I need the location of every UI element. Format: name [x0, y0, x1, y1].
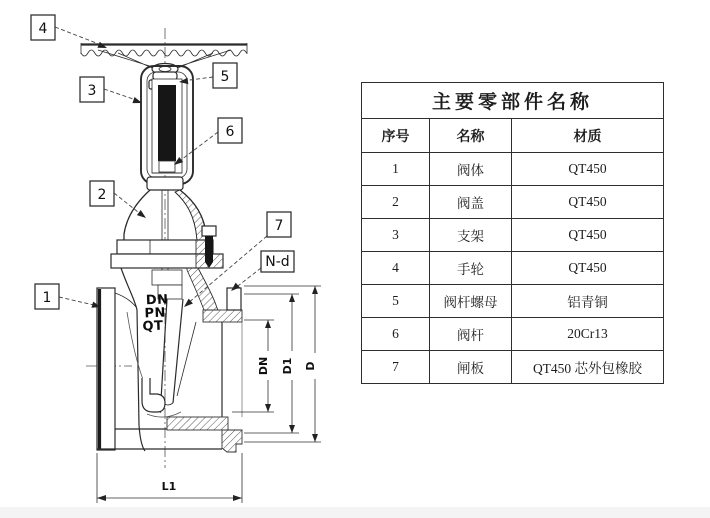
- stem-lower-block: [159, 161, 175, 172]
- callout-7-label: 7: [274, 218, 284, 234]
- right-flange-bottom: [222, 430, 242, 452]
- callout-1-label: 1: [42, 290, 52, 306]
- cell-material: QT450: [512, 153, 664, 186]
- callout-1: [35, 284, 102, 310]
- callout-3: [80, 77, 143, 106]
- cell-name: 闸板: [430, 351, 512, 384]
- callout-nd-label: N-d: [265, 254, 290, 270]
- parts-table-title: 主要零部件名称: [362, 83, 664, 119]
- column-header-index: 序号: [362, 119, 430, 153]
- dim-label-dn: DN: [257, 356, 270, 376]
- cell-name: 手轮: [430, 252, 512, 285]
- column-header-name: 名称: [430, 119, 512, 153]
- cell-material: QT450: [512, 186, 664, 219]
- callout-nd: [229, 251, 294, 293]
- scan-artifact-strip: [0, 507, 710, 518]
- dimension-dn: [232, 320, 274, 412]
- cell-name: 阀杆: [430, 318, 512, 351]
- cell-index: 3: [362, 219, 430, 252]
- table-row: [362, 318, 664, 351]
- callout-3-label: 3: [87, 83, 97, 99]
- dim-label-d1: D1: [281, 357, 294, 375]
- cast-text-pn: PN: [144, 305, 167, 322]
- cell-name: 阀盖: [430, 186, 512, 219]
- cell-material: QT450: [512, 219, 664, 252]
- table-row: [362, 186, 664, 219]
- table-row: [362, 219, 664, 252]
- gate: [142, 270, 196, 417]
- cell-index: 1: [362, 153, 430, 186]
- cell-name: 阀体: [430, 153, 512, 186]
- cell-material: 铝青铜: [512, 285, 664, 318]
- table-row: [362, 285, 664, 318]
- cell-index: 2: [362, 186, 430, 219]
- callout-6: [172, 118, 242, 168]
- bolt-hole-block: [227, 288, 241, 310]
- body-bottom-wall: [167, 417, 228, 430]
- right-flange-top: [203, 310, 242, 322]
- cast-text-dn: DN: [145, 292, 169, 309]
- threaded-stem: [158, 85, 176, 161]
- callout-2-label: 2: [97, 187, 107, 203]
- column-header-material: 材质: [512, 119, 664, 153]
- cell-material: QT450: [512, 252, 664, 285]
- cell-material: QT450 芯外包橡胶: [512, 351, 664, 384]
- callout-6-label: 6: [225, 124, 235, 140]
- table-row: [362, 351, 664, 384]
- parts-table: [361, 82, 664, 384]
- callout-5-label: 5: [220, 69, 230, 85]
- cell-index: 4: [362, 252, 430, 285]
- table-row: [362, 153, 664, 186]
- table-row: [362, 252, 664, 285]
- cell-material: 20Cr13: [512, 318, 664, 351]
- callout-4-label: 4: [38, 21, 48, 37]
- cell-name: 阀杆螺母: [430, 285, 512, 318]
- cell-name: 支架: [430, 219, 512, 252]
- cell-index: 7: [362, 351, 430, 384]
- cell-index: 6: [362, 318, 430, 351]
- dim-label-l1: L1: [161, 480, 177, 493]
- dimension-l1: [97, 453, 242, 503]
- dim-label-d: D: [304, 361, 317, 371]
- cast-text-qt: QT: [142, 318, 164, 335]
- cell-index: 5: [362, 285, 430, 318]
